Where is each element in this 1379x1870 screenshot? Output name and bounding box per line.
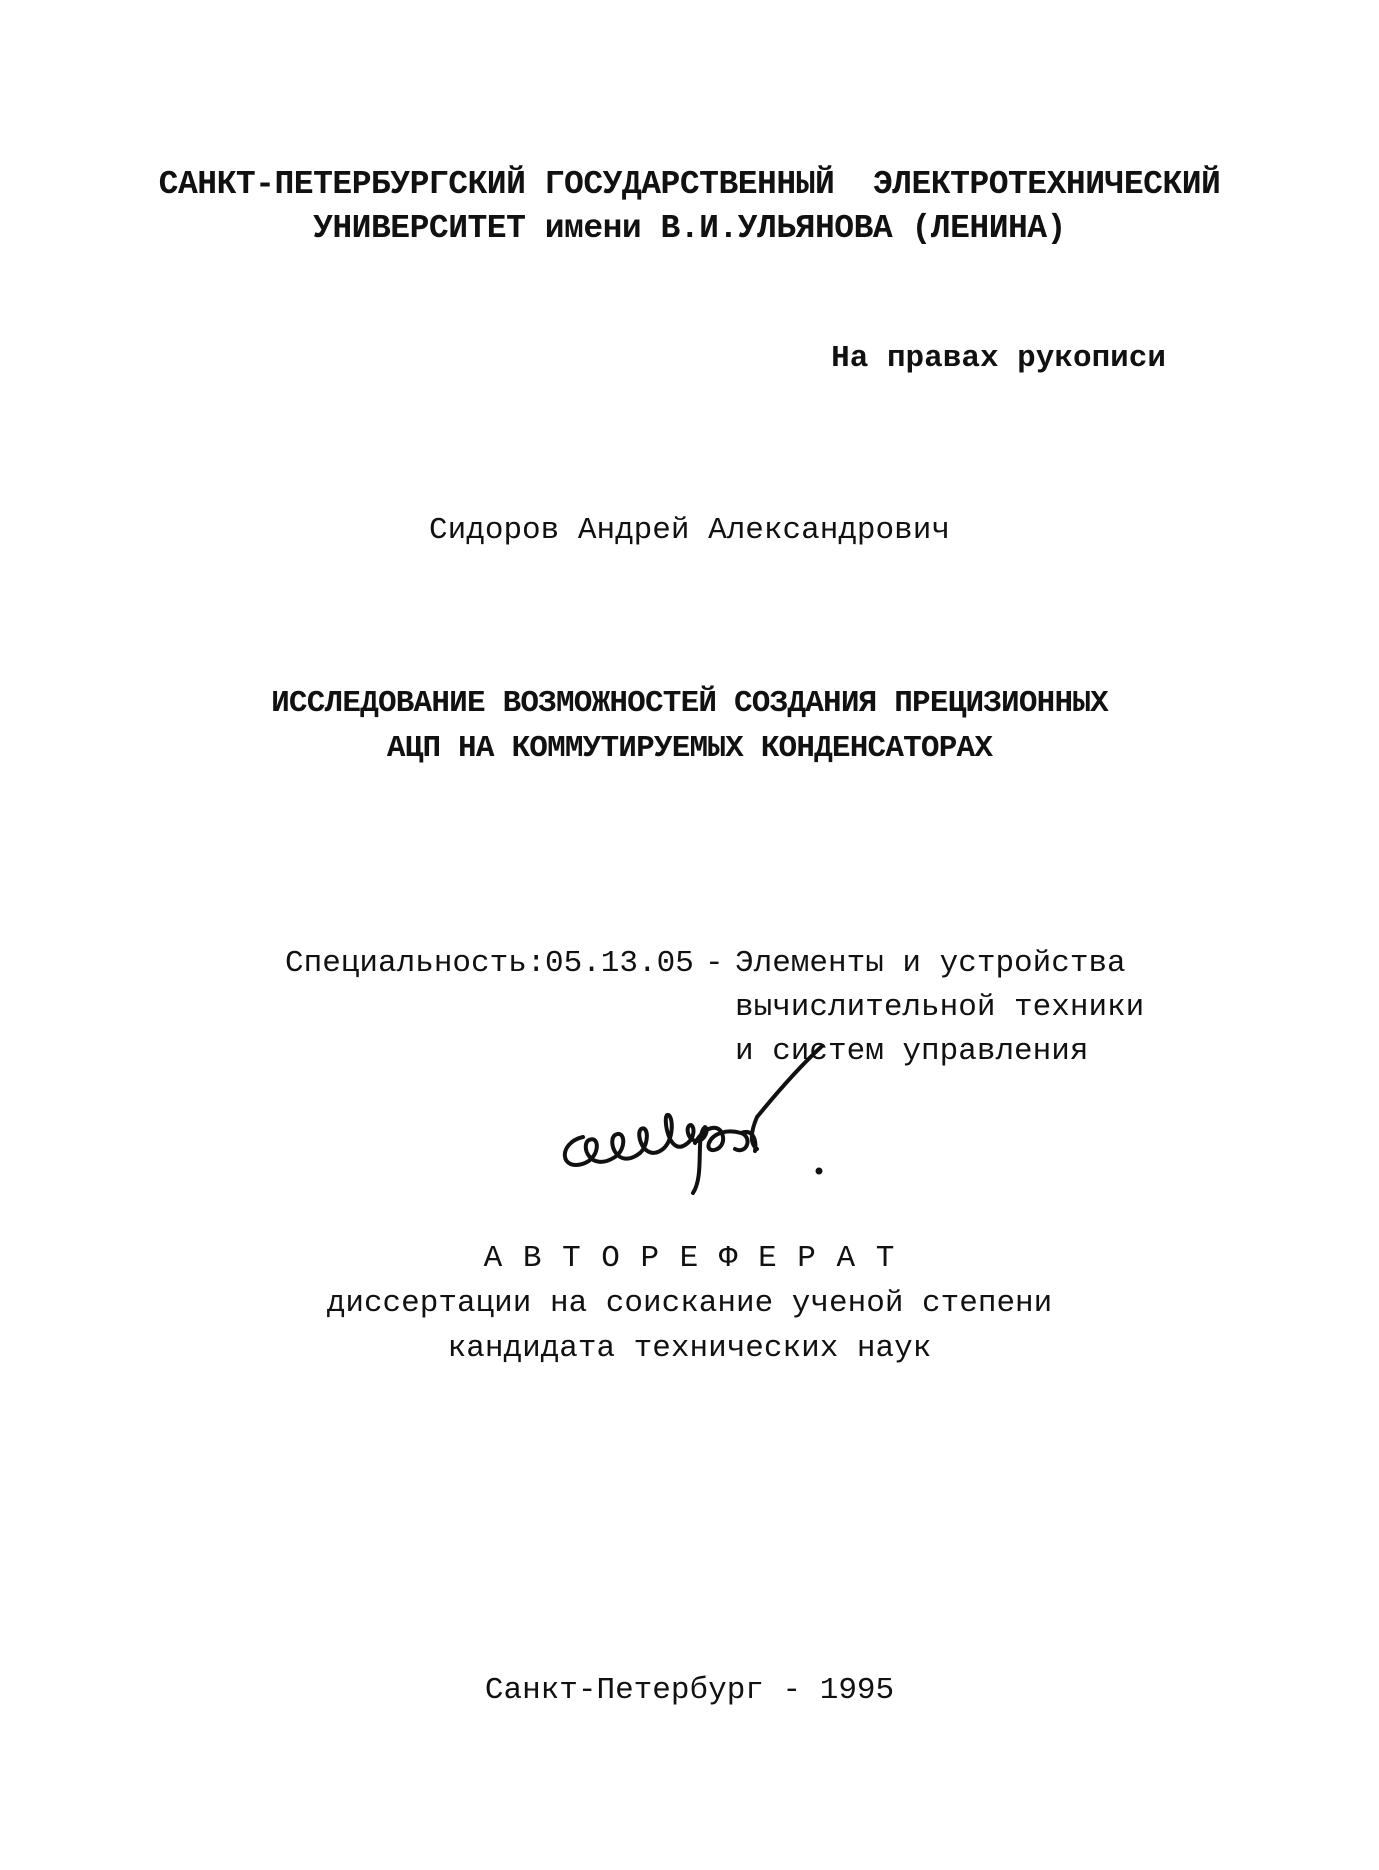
author-name: Сидоров Андрей Александрович bbox=[429, 513, 950, 548]
abstract-subtitle-line-1: диссертации на соискание ученой степени bbox=[326, 1286, 1053, 1321]
specialty-label: Специальность: bbox=[285, 946, 546, 981]
manuscript-rights-note: На правах рукописи bbox=[831, 341, 1166, 376]
city-year: Санкт-Петербург - 1995 bbox=[484, 1673, 895, 1708]
university-name-line-1: САНКТ-ПЕТЕРБУРГСКИЙ ГОСУДАРСТВЕННЫЙ ЭЛЕКТРОТЕХНИЧЕСКИЙ bbox=[158, 166, 1221, 203]
specialty-dash: - bbox=[705, 946, 724, 981]
dissertation-title-line-2: АЦП НА КОММУТИРУЕМЫХ КОНДЕНСАТОРАХ bbox=[386, 731, 993, 766]
dissertation-title-line-1: ИССЛЕДОВАНИЕ ВОЗМОЖНОСТЕЙ СОЗДАНИЯ ПРЕЦИЗИОННЫХ bbox=[271, 686, 1108, 721]
abstract-subtitle-line-2: кандидата технических наук bbox=[447, 1331, 932, 1366]
abstract-heading: А В Т О Р Е Ф Е Р А Т bbox=[483, 1241, 896, 1276]
specialty-name-line-1: Элементы и устройства bbox=[735, 946, 1126, 981]
university-name-line-2: УНИВЕРСИТЕТ имени В.И.УЛЬЯНОВА (ЛЕНИНА) bbox=[313, 210, 1066, 247]
specialty-name-line-2: вычислительной техники bbox=[735, 990, 1145, 1025]
specialty-name-line-3: и систем управления bbox=[735, 1034, 1089, 1069]
signature-icon bbox=[545, 1045, 845, 1200]
specialty-code: 05.13.05 bbox=[545, 946, 694, 981]
